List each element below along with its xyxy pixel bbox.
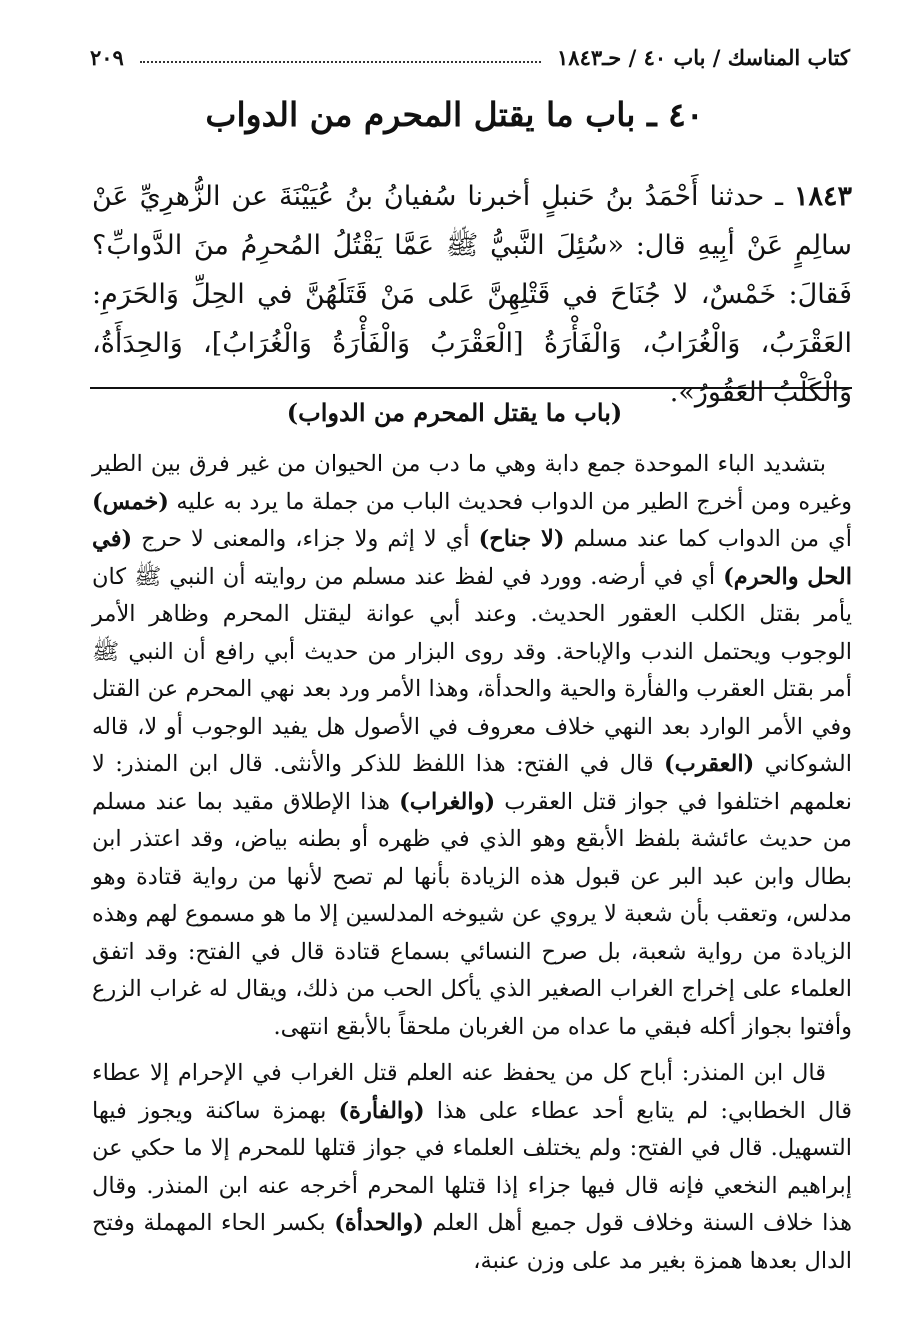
hadith-text-block <box>92 172 852 417</box>
commentary-text: بكسر الحاء المهملة وفتح الدال بعدها همزة بغير مد على وزن عنبة، <box>92 1210 852 1274</box>
commentary-lemma: (والفأرة) <box>338 1097 425 1124</box>
section-divider <box>90 387 852 389</box>
commentary-text: قال ابن المنذر: أباح كل من يحفظ عنه العلم قتل الغراب في الإحرام إلا عطاء قال الخطابي: لم يتابع أحد عطاء على هذا <box>92 1060 852 1124</box>
commentary-paragraph <box>92 446 852 1046</box>
commentary-paragraph <box>92 1055 852 1280</box>
commentary-lemma: (والحدأة) <box>334 1210 424 1236</box>
commentary-lemma: (في الحل والحرم) <box>92 526 852 590</box>
commentary-lemma: (لا جناح) <box>478 526 565 552</box>
hadith-text: ـ حدثنا أَحْمَدُ بنُ حَنبلٍ أخبرنا سُفيانُ بنُ عُيَيْنَةَ عن الزُّهرِيِّ عَنْ سالِمٍ عَنْ أبِيهِ قال: «سُئِلَ النَّبيُّ ﷺ عَمَّا يَقْتُلُ المُحرِمُ منَ الدَّوابِّ؟ فَقالَ: خَمْسٌ، لا جُنَاحَ في قَتْلِهِنَّ عَلى مَنْ قَتَلَهُنَّ في الحِلِّ وَالحَرَمِ: العَقْرَبُ، وَالْغُرَابُ، وَالْفَأْرَةُ [الْعَقْرَبُ وَالْفَأْرَةُ وَالْغُرَابُ]، وَالحِدَأَةُ، وَالْكَلْبُ العَقُورُ». <box>92 181 852 408</box>
commentary-text: أي من الدواب كما عند مسلم <box>564 526 852 552</box>
commentary-title: (باب ما يقتل المحرم من الدواب) <box>286 398 623 427</box>
hadith-number: ١٨٤٣ <box>793 181 852 212</box>
commentary-lemma: (خمس) <box>92 488 169 515</box>
page-number: ٢٠٩ <box>90 44 124 70</box>
commentary-text: قال في الفتح: هذا اللفظ للذكر والأنثى. قال ابن المنذر: لا نعلمهم اختلفوا في جواز قتل العقرب <box>92 751 852 815</box>
book-chapter-reference: كتاب المناسك / باب ٤٠ / حـ١٨٤٣ <box>557 44 850 70</box>
commentary-text: أي لا إثم ولا جزاء، والمعنى لا حرج <box>132 526 479 552</box>
header-dot-leader <box>140 60 541 63</box>
commentary-lemma: (العقرب) <box>664 751 755 777</box>
commentary-text: بتشديد الباء الموحدة جمع دابة وهي ما دب من الحيوان من غير فرق بين الطير وغيره ومن أخرج الطير من الدواب فحديث الباب من جملة ما يرد به عليه <box>92 451 852 515</box>
running-header <box>90 40 850 74</box>
commentary-text: أي في أرضه. وورد في لفظ عند مسلم من روايته أن النبي ﷺ كان يأمر بقتل الكلب العقور الحديث. وعند أبي عوانة ليقتل المحرم وظاهر الأمر الوجوب ويحتمل الندب والإباحة. وقد روى البزار من حديث أبي رافع أن النبي ﷺ أمر بقتل العقرب والفأرة والحية والحدأة، وهذا الأمر ورد بعد نهي المحرم عن القتل وفي الأمر الوارد بعد النهي خلاف معروف في الأصول هل يفيد الوجوب أو لا، قاله الشوكاني <box>92 563 852 777</box>
commentary-text: هذا الإطلاق مقيد بما عند مسلم من حديث عائشة بلفظ الأبقع وهو الذي في ظهره أو بطنه بياض، وقد اعتذر ابن بطال وابن عبد البر عن قبول هذه الزيادة بأنها لم تصح لأنها من رواية قتادة وهو مدلس، وتعقب بأن شعبة لا يروي عن شيوخه المدلسين إلا ما هو مسموع لهم وهذه الزيادة من رواية شعبة، بل صرح النسائي بسماع قتادة قال في الفتح: وقد اتفق العلماء على إخراج الغراب الصغير الذي يأكل الحب من ذلك، ويقال له غراب الزرع وأفتوا بجواز أكله فبقي ما عداه من الغربان ملحقاً بالأبقع انتهى. <box>92 788 852 1040</box>
commentary-body <box>92 446 852 1280</box>
chapter-title: ٤٠ ـ باب ما يقتل المحرم من الدواب <box>205 95 704 134</box>
commentary-text: بهمزة ساكنة ويجوز فيها التسهيل. قال في الفتح: ولم يختلف العلماء في جواز قتلها للمحرم إلا ما حكي عن إبراهيم النخعي فإنه قال فيها جزاء إذا قتلها المحرم أخرجه عنه ابن المنذر. وقال هذا خلاف السنة وخلاف قول جميع أهل العلم <box>92 1097 852 1236</box>
commentary-lemma: (والغراب) <box>399 788 496 815</box>
